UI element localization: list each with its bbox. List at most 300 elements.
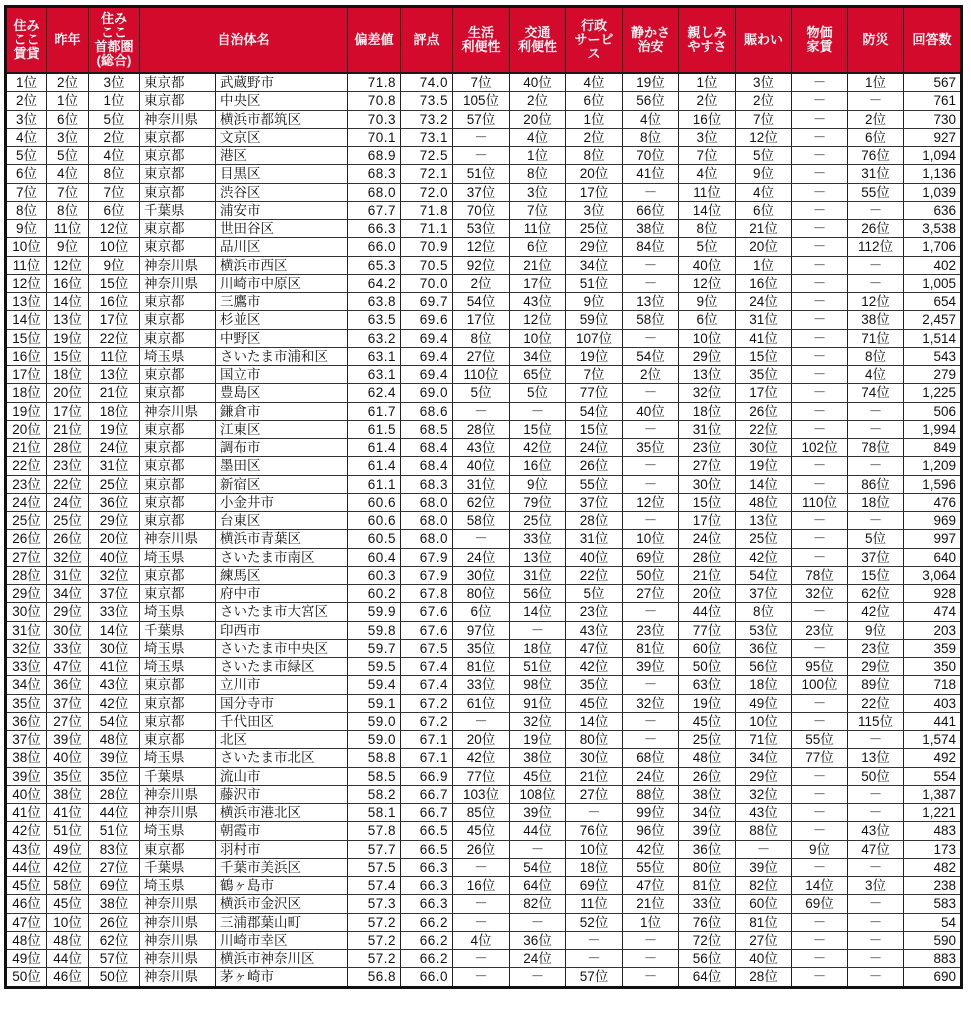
col-header-lively[interactable]: 賑わい [736,7,792,74]
cell-disaster: 55位 [848,183,904,201]
cell-last-year: 20位 [47,384,89,402]
col-header-living[interactable]: 生活 利便性 [453,7,510,74]
cell-friendly: 31位 [679,420,736,438]
cell-disaster: － [848,968,904,987]
cell-responses: 1,994 [904,420,962,438]
cell-friendly: 8位 [679,220,736,238]
table-row[interactable] [6,804,962,822]
cell-metro-rank: 6位 [89,201,140,219]
cell-living: 6位 [453,603,510,621]
cell-disaster: － [848,256,904,274]
cell-last-year: 12位 [47,256,89,274]
cell-disaster: 47位 [848,840,904,858]
cell-metro-rank: 21位 [89,384,140,402]
cell-prefecture: 東京都 [140,165,216,183]
cell-prices: － [792,183,848,201]
cell-prefecture: 神奈川県 [140,895,216,913]
cell-deviation: 57.2 [348,913,401,931]
cell-friendly: 19位 [679,694,736,712]
col-header-deviation[interactable]: 偏差値 [348,7,401,74]
cell-responses: 3,538 [904,220,962,238]
cell-prices: － [792,238,848,256]
cell-deviation: 68.9 [348,147,401,165]
cell-responses: 203 [904,621,962,639]
cell-score: 66.7 [401,785,453,803]
cell-last-year: 16位 [47,274,89,292]
cell-rank: 23位 [6,475,47,493]
cell-disaster: 1位 [848,73,904,92]
table-row[interactable] [6,512,962,530]
cell-last-year: 2位 [47,73,89,92]
table-row[interactable] [6,256,962,274]
table-row[interactable] [6,457,962,475]
cell-friendly: 10位 [679,329,736,347]
cell-friendly: 20位 [679,585,736,603]
col-header-disaster[interactable]: 防災 [848,7,904,74]
cell-metro-rank: 28位 [89,785,140,803]
cell-quiet: 81位 [623,639,679,657]
cell-score: 69.4 [401,347,453,365]
table-row[interactable] [6,183,962,201]
cell-admin: 10位 [566,840,623,858]
col-header-admin[interactable]: 行政 サービ ス [566,7,623,74]
table-row[interactable] [6,658,962,676]
cell-responses: 492 [904,749,962,767]
cell-disaster: 43位 [848,822,904,840]
cell-transport: 1位 [510,147,566,165]
cell-rank: 4位 [6,128,47,146]
cell-deviation: 67.7 [348,201,401,219]
table-row[interactable] [6,548,962,566]
table-row[interactable] [6,475,962,493]
cell-prices: － [792,913,848,931]
cell-last-year: 41位 [47,804,89,822]
cell-living: 45位 [453,822,510,840]
cell-disaster: － [848,731,904,749]
table-row[interactable] [6,694,962,712]
cell-responses: 928 [904,585,962,603]
table-row[interactable] [6,128,962,146]
cell-prefecture: 東京都 [140,475,216,493]
col-header-municipality[interactable]: 自治体名 [140,7,348,74]
table-row[interactable] [6,968,962,987]
cell-prices: 77位 [792,749,848,767]
table-row[interactable] [6,950,962,968]
cell-admin: 42位 [566,658,623,676]
cell-metro-rank: 40位 [89,548,140,566]
cell-admin: 2位 [566,128,623,146]
cell-transport: 5位 [510,384,566,402]
cell-metro-rank: 4位 [89,147,140,165]
cell-transport: 19位 [510,731,566,749]
table-row[interactable] [6,785,962,803]
cell-transport: 91位 [510,694,566,712]
cell-quiet: － [623,731,679,749]
cell-last-year: 21位 [47,420,89,438]
cell-deviation: 64.2 [348,274,401,292]
cell-disaster: － [848,804,904,822]
cell-living: － [453,858,510,876]
cell-prices: － [792,804,848,822]
cell-disaster: 89位 [848,676,904,694]
cell-admin: 57位 [566,968,623,987]
cell-last-year: 48位 [47,931,89,949]
cell-rank: 18位 [6,384,47,402]
cell-prefecture: 東京都 [140,840,216,858]
cell-deviation: 57.7 [348,840,401,858]
cell-disaster: 6位 [848,128,904,146]
cell-responses: 690 [904,968,962,987]
cell-responses: 583 [904,895,962,913]
cell-admin: 5位 [566,585,623,603]
table-row[interactable] [6,493,962,511]
table-row[interactable] [6,220,962,238]
cell-last-year: 33位 [47,639,89,657]
table-row[interactable] [6,147,962,165]
cell-disaster: － [848,895,904,913]
cell-last-year: 11位 [47,220,89,238]
table-row[interactable] [6,931,962,949]
cell-friendly: 15位 [679,493,736,511]
cell-responses: 1,209 [904,457,962,475]
cell-prices: － [792,73,848,92]
cell-disaster: － [848,420,904,438]
cell-responses: 1,387 [904,785,962,803]
cell-disaster: 50位 [848,767,904,785]
cell-disaster: 18位 [848,493,904,511]
cell-disaster: 78位 [848,439,904,457]
cell-prefecture: 埼玉県 [140,749,216,767]
cell-friendly: 16位 [679,110,736,128]
cell-transport: 2位 [510,92,566,110]
col-header-transport[interactable]: 交通 利便性 [510,7,566,74]
cell-deviation: 60.6 [348,493,401,511]
cell-quiet: － [623,512,679,530]
table-row[interactable] [6,877,962,895]
cell-municipality: 横浜市西区 [216,256,348,274]
cell-rank: 29位 [6,585,47,603]
cell-last-year: 7位 [47,183,89,201]
cell-score: 67.2 [401,712,453,730]
cell-municipality: さいたま市中央区 [216,639,348,657]
cell-responses: 1,225 [904,384,962,402]
cell-metro-rank: 18位 [89,402,140,420]
cell-friendly: 33位 [679,895,736,913]
cell-quiet: 47位 [623,877,679,895]
table-row[interactable] [6,110,962,128]
cell-disaster: 37位 [848,548,904,566]
cell-admin: 76位 [566,822,623,840]
cell-lively: 2位 [736,92,792,110]
table-row[interactable] [6,73,962,92]
cell-disaster: 112位 [848,238,904,256]
cell-living: 77位 [453,767,510,785]
cell-friendly: 24位 [679,530,736,548]
cell-quiet: 96位 [623,822,679,840]
cell-last-year: 51位 [47,822,89,840]
cell-prefecture: 東京都 [140,384,216,402]
cell-quiet: － [623,712,679,730]
cell-municipality: 豊島区 [216,384,348,402]
table-row[interactable] [6,676,962,694]
cell-score: 66.9 [401,767,453,785]
cell-prices: － [792,384,848,402]
cell-prices: 95位 [792,658,848,676]
cell-rank: 39位 [6,767,47,785]
table-row[interactable] [6,621,962,639]
table-row[interactable] [6,274,962,292]
cell-last-year: 23位 [47,457,89,475]
cell-municipality: 横浜市都筑区 [216,110,348,128]
cell-transport: 45位 [510,767,566,785]
table-row[interactable] [6,840,962,858]
cell-quiet: 13位 [623,293,679,311]
cell-municipality: 鎌倉市 [216,402,348,420]
cell-deviation: 56.8 [348,968,401,987]
cell-admin: 45位 [566,694,623,712]
cell-living: 85位 [453,804,510,822]
table-row[interactable] [6,92,962,110]
cell-score: 67.6 [401,603,453,621]
table-row[interactable] [6,895,962,913]
cell-metro-rank: 26位 [89,913,140,931]
cell-rank: 21位 [6,439,47,457]
cell-municipality: 横浜市港北区 [216,804,348,822]
table-row[interactable] [6,767,962,785]
cell-score: 68.5 [401,420,453,438]
cell-rank: 17位 [6,366,47,384]
table-row[interactable] [6,201,962,219]
cell-municipality: 国立市 [216,366,348,384]
cell-score: 67.4 [401,658,453,676]
cell-municipality: 流山市 [216,767,348,785]
cell-transport: 17位 [510,274,566,292]
cell-prefecture: 千葉県 [140,201,216,219]
cell-living: 103位 [453,785,510,803]
cell-lively: 1位 [736,256,792,274]
cell-quiet: 41位 [623,165,679,183]
table-row[interactable] [6,439,962,457]
table-row[interactable] [6,822,962,840]
table-row[interactable] [6,384,962,402]
cell-deviation: 57.5 [348,858,401,876]
cell-quiet: 50位 [623,566,679,584]
cell-last-year: 22位 [47,475,89,493]
col-header-metro-rank[interactable]: 住み ここ 首都圏 (総合) [89,7,140,74]
cell-living: 61位 [453,694,510,712]
cell-rank: 16位 [6,347,47,365]
table-row[interactable] [6,311,962,329]
cell-quiet: 42位 [623,840,679,858]
table-row[interactable] [6,329,962,347]
col-header-responses[interactable]: 回答数 [904,7,962,74]
cell-rank: 45位 [6,877,47,895]
table-row[interactable] [6,347,962,365]
cell-deviation: 61.7 [348,402,401,420]
cell-friendly: 21位 [679,566,736,584]
cell-disaster: － [848,274,904,292]
cell-prices: － [792,950,848,968]
cell-admin: 31位 [566,530,623,548]
cell-metro-rank: 24位 [89,439,140,457]
table-row[interactable] [6,530,962,548]
cell-lively: 3位 [736,73,792,92]
cell-lively: 82位 [736,877,792,895]
cell-last-year: 25位 [47,512,89,530]
cell-deviation: 59.7 [348,639,401,657]
cell-responses: 883 [904,950,962,968]
cell-transport: 9位 [510,475,566,493]
cell-score: 68.3 [401,475,453,493]
cell-last-year: 14位 [47,293,89,311]
cell-metro-rank: 29位 [89,512,140,530]
cell-lively: 32位 [736,785,792,803]
cell-responses: 1,514 [904,329,962,347]
cell-lively: 88位 [736,822,792,840]
cell-prefecture: 神奈川県 [140,913,216,931]
cell-deviation: 70.8 [348,92,401,110]
table-row[interactable] [6,639,962,657]
table-row[interactable] [6,731,962,749]
cell-prices: 78位 [792,566,848,584]
cell-transport: 43位 [510,293,566,311]
cell-transport: 31位 [510,566,566,584]
table-row[interactable] [6,366,962,384]
table-row[interactable] [6,402,962,420]
cell-last-year: 17位 [47,402,89,420]
cell-quiet: － [623,183,679,201]
cell-prices: － [792,603,848,621]
cell-last-year: 44位 [47,950,89,968]
cell-lively: 16位 [736,274,792,292]
cell-quiet: － [623,384,679,402]
cell-metro-rank: 22位 [89,329,140,347]
cell-prefecture: 神奈川県 [140,402,216,420]
cell-lively: 26位 [736,402,792,420]
cell-deviation: 70.1 [348,128,401,146]
cell-lively: 4位 [736,183,792,201]
cell-admin: 52位 [566,913,623,931]
cell-quiet: 39位 [623,658,679,676]
cell-responses: 718 [904,676,962,694]
table-row[interactable] [6,165,962,183]
cell-responses: 1,136 [904,165,962,183]
cell-rank: 1位 [6,73,47,92]
table-row[interactable] [6,712,962,730]
cell-score: 73.5 [401,92,453,110]
cell-score: 66.7 [401,804,453,822]
cell-admin: 4位 [566,73,623,92]
cell-transport: 25位 [510,512,566,530]
cell-responses: 1,706 [904,238,962,256]
col-header-score[interactable]: 評点 [401,7,453,74]
col-header-prices[interactable]: 物価 家賃 [792,7,848,74]
cell-living: 92位 [453,256,510,274]
table-row[interactable] [6,858,962,876]
table-row[interactable] [6,293,962,311]
col-header-friendly[interactable]: 親しみ やすさ [679,7,736,74]
cell-metro-rank: 19位 [89,420,140,438]
cell-friendly: 39位 [679,822,736,840]
cell-lively: 36位 [736,639,792,657]
cell-prefecture: 埼玉県 [140,548,216,566]
cell-municipality: 浦安市 [216,201,348,219]
cell-last-year: 27位 [47,712,89,730]
cell-transport: 13位 [510,548,566,566]
cell-score: 69.4 [401,329,453,347]
cell-prefecture: 東京都 [140,238,216,256]
cell-prices: － [792,457,848,475]
table-row[interactable] [6,585,962,603]
col-header-rank[interactable]: 住み ここ 賃貸 [6,7,47,74]
cell-friendly: 14位 [679,201,736,219]
cell-score: 67.9 [401,548,453,566]
cell-lively: 24位 [736,293,792,311]
col-header-quiet[interactable]: 静かさ 治安 [623,7,679,74]
cell-municipality: 川崎市中原区 [216,274,348,292]
cell-last-year: 58位 [47,877,89,895]
cell-municipality: 横浜市青葉区 [216,530,348,548]
cell-living: 80位 [453,585,510,603]
cell-score: 70.5 [401,256,453,274]
cell-score: 67.8 [401,585,453,603]
cell-lively: 9位 [736,165,792,183]
cell-prefecture: 東京都 [140,676,216,694]
cell-quiet: － [623,457,679,475]
cell-deviation: 70.3 [348,110,401,128]
table-row[interactable] [6,566,962,584]
cell-transport: 7位 [510,201,566,219]
cell-deviation: 57.4 [348,877,401,895]
cell-metro-rank: 42位 [89,694,140,712]
cell-rank: 2位 [6,92,47,110]
cell-municipality: 千代田区 [216,712,348,730]
cell-prices: － [792,329,848,347]
cell-prices: － [792,475,848,493]
cell-metro-rank: 48位 [89,731,140,749]
cell-prefecture: 神奈川県 [140,931,216,949]
cell-living: 20位 [453,731,510,749]
col-header-last-year[interactable]: 昨年 [47,7,89,74]
table-row[interactable] [6,913,962,931]
table-row[interactable] [6,749,962,767]
cell-disaster: － [848,950,904,968]
table-row[interactable] [6,238,962,256]
cell-transport: 54位 [510,858,566,876]
cell-living: － [453,402,510,420]
cell-lively: 8位 [736,603,792,621]
cell-deviation: 60.4 [348,548,401,566]
cell-lively: 25位 [736,530,792,548]
table-row[interactable] [6,420,962,438]
cell-transport: 12位 [510,311,566,329]
cell-rank: 26位 [6,530,47,548]
cell-deviation: 57.2 [348,950,401,968]
cell-lively: 29位 [736,767,792,785]
cell-lively: 13位 [736,512,792,530]
cell-living: 62位 [453,493,510,511]
cell-living: 8位 [453,329,510,347]
cell-friendly: 4位 [679,165,736,183]
cell-last-year: 19位 [47,329,89,347]
table-row[interactable] [6,603,962,621]
cell-prices: － [792,274,848,292]
cell-deviation: 59.5 [348,658,401,676]
cell-score: 74.0 [401,73,453,92]
cell-metro-rank: 15位 [89,274,140,292]
cell-responses: 441 [904,712,962,730]
cell-rank: 13位 [6,293,47,311]
